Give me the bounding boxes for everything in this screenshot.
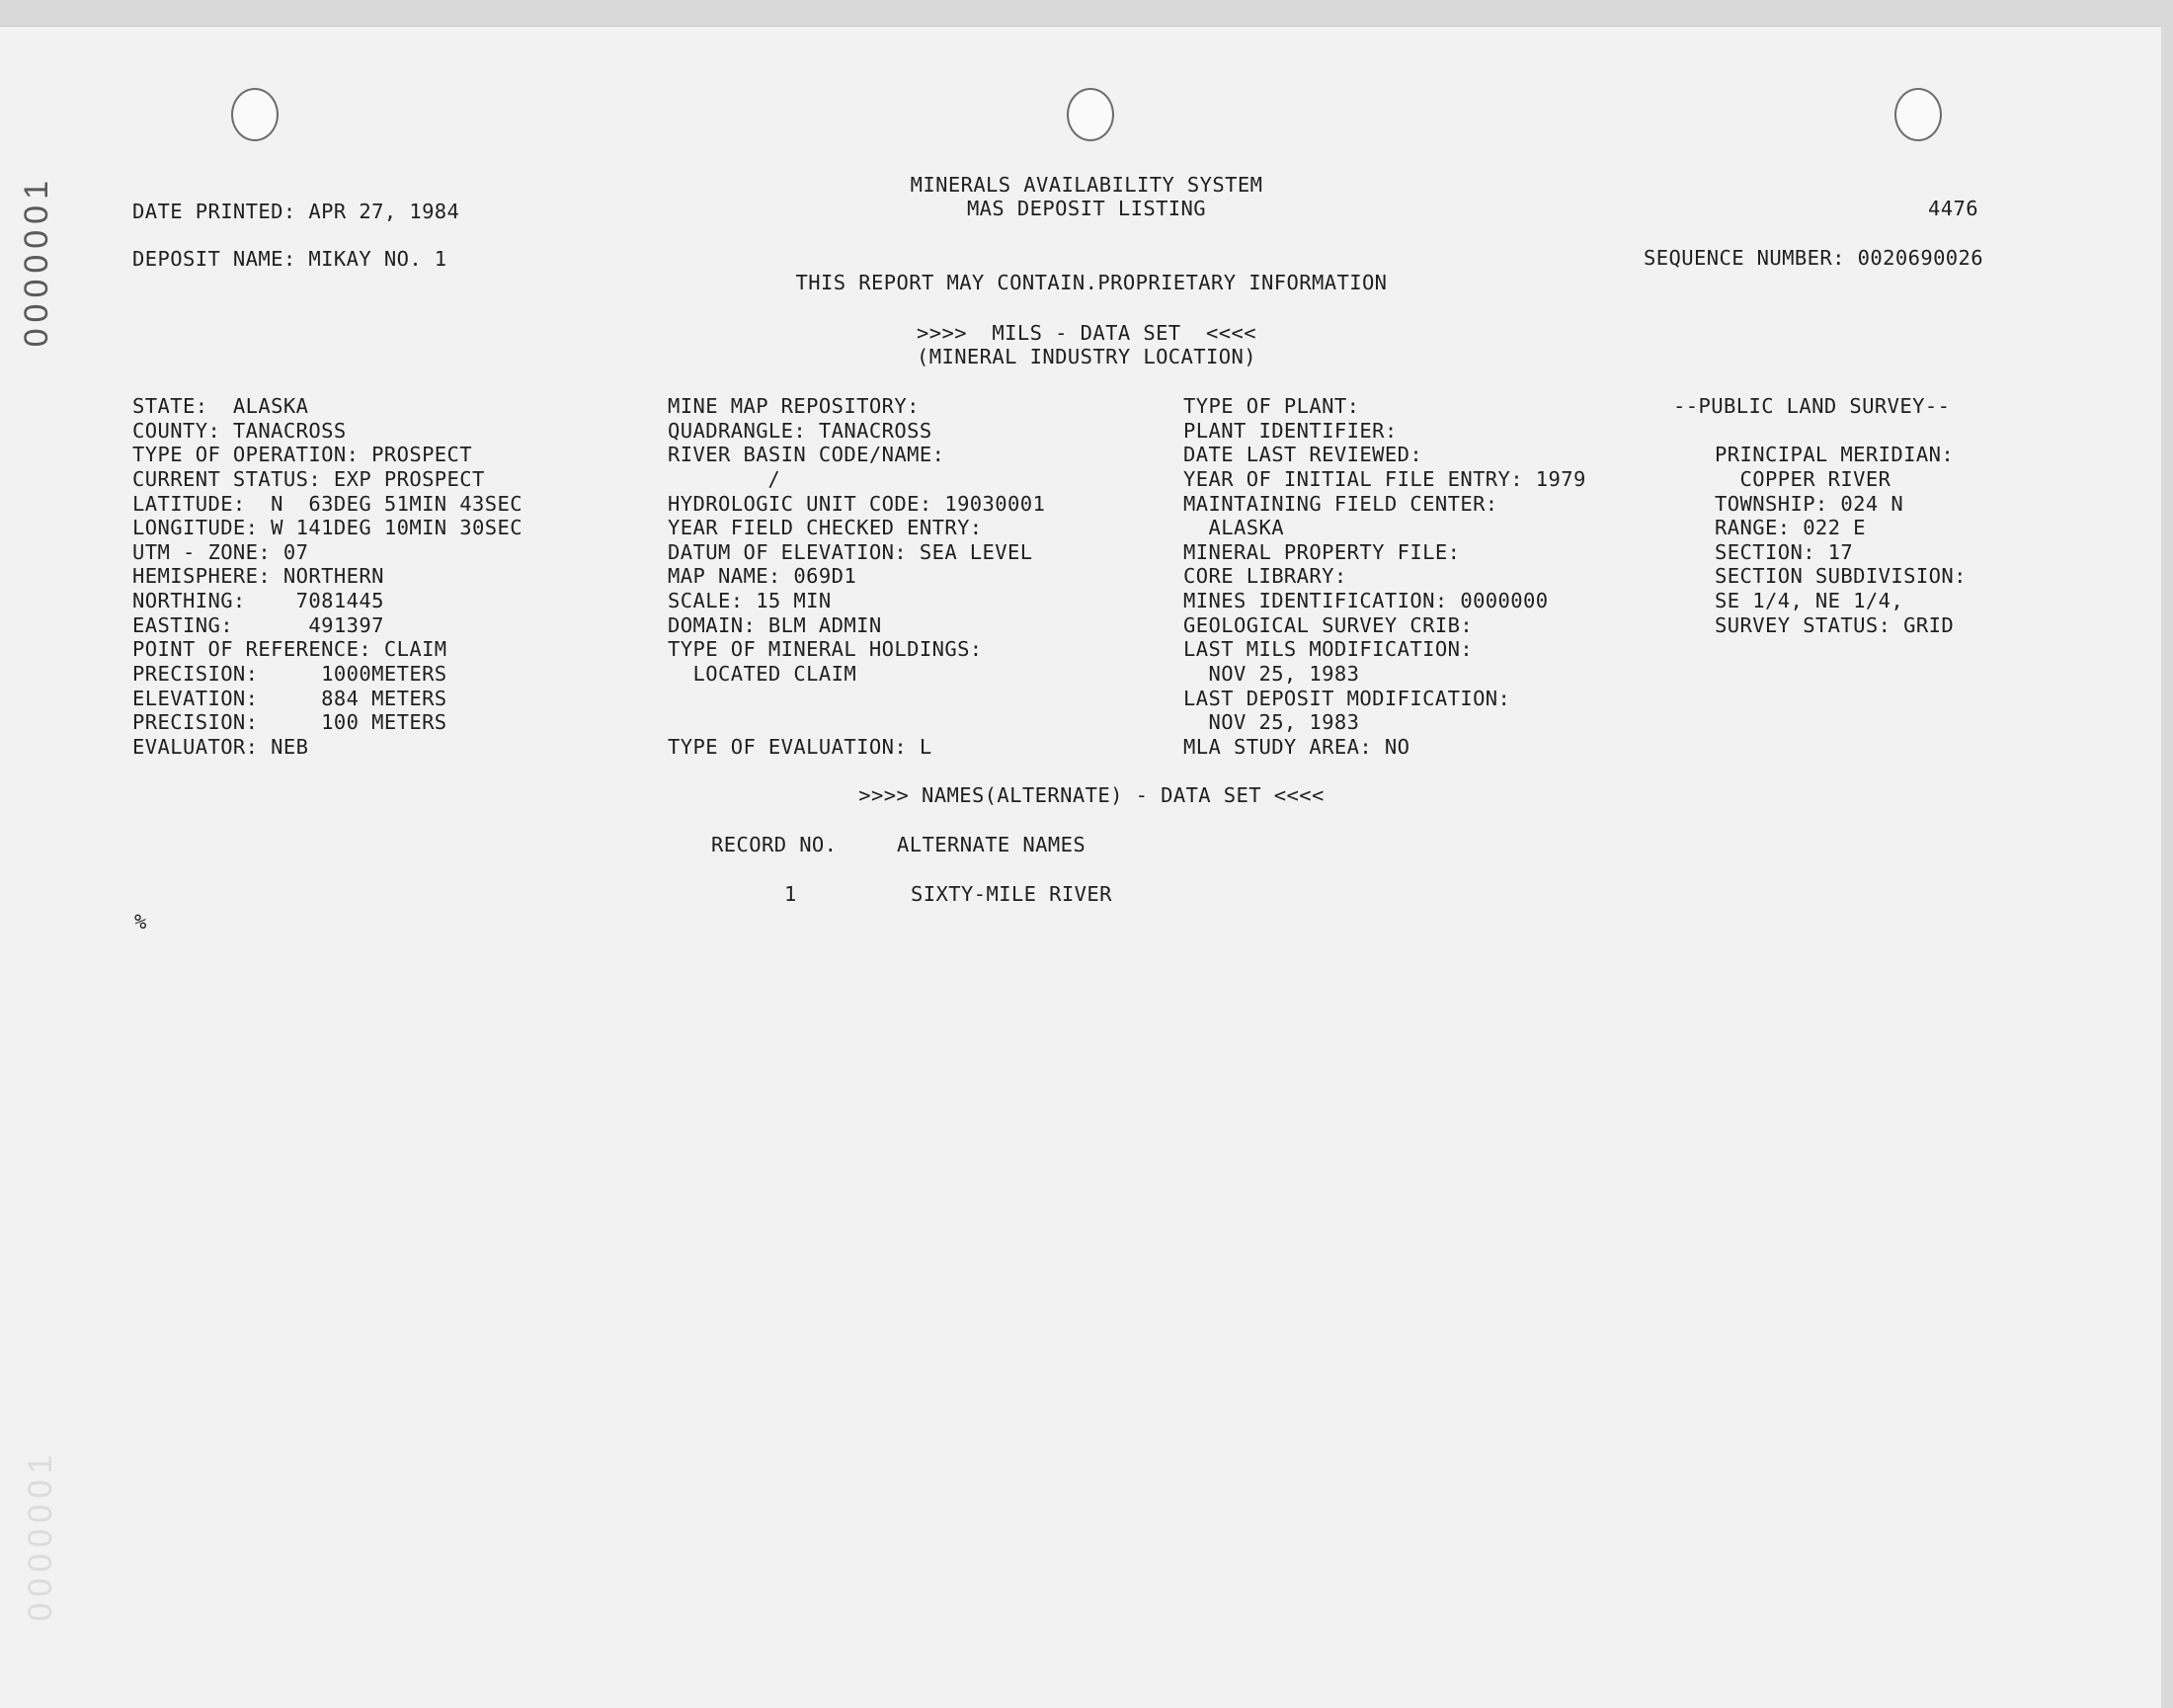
field-line: PLANT IDENTIFIER: <box>1183 419 1398 443</box>
field-line: CORE LIBRARY: <box>1183 564 1347 588</box>
listing-title: MAS DEPOSIT LISTING <box>966 197 1207 220</box>
field-line: ALASKA <box>1183 516 1284 539</box>
field-line: GEOLOGICAL SURVEY CRIB: <box>1183 613 1474 637</box>
punch-hole-left <box>231 88 279 141</box>
record-no-header: RECORD NO. <box>711 833 838 856</box>
system-title: MINERALS AVAILABILITY SYSTEM <box>910 173 1263 197</box>
field-line: NOV 25, 1983 <box>1183 710 1360 734</box>
field-line: PRECISION: 100 METERS <box>132 710 447 734</box>
deposit-name: DEPOSIT NAME: MIKAY NO. 1 <box>132 247 447 271</box>
field-line: LOCATED CLAIM <box>668 662 857 686</box>
dataset-title: >>>> MILS - DATA SET <<<< <box>916 321 1257 345</box>
field-line: DOMAIN: BLM ADMIN <box>668 613 882 637</box>
footer-mark: % <box>134 910 147 934</box>
field-line: RIVER BASIN CODE/NAME: <box>668 443 945 466</box>
field-line: QUADRANGLE: TANACROSS <box>668 419 932 443</box>
sequence-number: SEQUENCE NUMBER: 0020690026 <box>1644 246 1984 270</box>
names-dataset-title: >>>> NAMES(ALTERNATE) - DATA SET <<<< <box>858 783 1325 807</box>
field-line: LONGITUDE: W 141DEG 10MIN 30SEC <box>132 516 523 539</box>
field-line: TOWNSHIP: 024 N <box>1715 492 1904 516</box>
field-line: MINE MAP REPOSITORY: <box>668 394 920 418</box>
field-line: SE 1/4, NE 1/4, <box>1715 589 1904 612</box>
field-line: HEMISPHERE: NORTHERN <box>132 564 384 588</box>
field-line: EASTING: 491397 <box>132 613 384 637</box>
field-line: MAINTAINING FIELD CENTER: <box>1183 492 1498 516</box>
survey-heading: --PUBLIC LAND SURVEY-- <box>1673 394 1951 418</box>
field-line: SECTION SUBDIVISION: <box>1715 564 1967 588</box>
field-line: DATUM OF ELEVATION: SEA LEVEL <box>668 540 1033 564</box>
field-line: TYPE OF EVALUATION: L <box>668 735 932 759</box>
margin-frame-number: 0000001 <box>18 175 55 348</box>
field-line: LAST DEPOSIT MODIFICATION: <box>1183 687 1511 710</box>
field-line: LAST MILS MODIFICATION: <box>1183 637 1474 661</box>
field-line: STATE: ALASKA <box>132 394 309 418</box>
field-line: EVALUATOR: NEB <box>132 735 309 759</box>
field-line: SURVEY STATUS: GRID <box>1715 613 1955 637</box>
field-line: MAP NAME: 069D1 <box>668 564 857 588</box>
field-line: / <box>642 467 781 491</box>
record-number: 1 <box>784 882 797 906</box>
field-line: YEAR FIELD CHECKED ENTRY: <box>668 516 983 539</box>
field-line: SECTION: 17 <box>1715 540 1854 564</box>
page-number: 4476 <box>1928 197 1978 220</box>
punch-hole-center <box>1067 88 1114 141</box>
field-line: COPPER RIVER <box>1715 467 1891 491</box>
dataset-subtitle: (MINERAL INDUSTRY LOCATION) <box>916 345 1257 368</box>
field-line: NORTHING: 7081445 <box>132 589 384 612</box>
punch-hole-right <box>1894 88 1942 141</box>
field-line: UTM - ZONE: 07 <box>132 540 309 564</box>
field-line: LATITUDE: N 63DEG 51MIN 43SEC <box>132 492 523 516</box>
field-line: MINERAL PROPERTY FILE: <box>1183 540 1461 564</box>
field-line: YEAR OF INITIAL FILE ENTRY: 1979 <box>1183 467 1586 491</box>
field-line: PRECISION: 1000METERS <box>132 662 447 686</box>
field-line: HYDROLOGIC UNIT CODE: 19030001 <box>668 492 1046 516</box>
field-line: NOV 25, 1983 <box>1183 662 1360 686</box>
alternate-names-header: ALTERNATE NAMES <box>897 833 1086 856</box>
alternate-name: SIXTY-MILE RIVER <box>911 882 1112 906</box>
margin-frame-number-ghost: 0000001 <box>22 1449 59 1622</box>
field-line: POINT OF REFERENCE: CLAIM <box>132 637 447 661</box>
field-line: SCALE: 15 MIN <box>668 589 832 612</box>
field-line: RANGE: 022 E <box>1715 516 1866 539</box>
field-line: PRINCIPAL MERIDIAN: <box>1715 443 1955 466</box>
field-line: ELEVATION: 884 METERS <box>132 687 447 710</box>
proprietary-notice: THIS REPORT MAY CONTAIN.PROPRIETARY INFORMATION <box>795 271 1388 294</box>
report-page <box>0 26 2161 1708</box>
field-line: MLA STUDY AREA: NO <box>1183 735 1410 759</box>
field-line: DATE LAST REVIEWED: <box>1183 443 1423 466</box>
field-line: CURRENT STATUS: EXP PROSPECT <box>132 467 485 491</box>
field-line: MINES IDENTIFICATION: 0000000 <box>1183 589 1549 612</box>
field-line: TYPE OF OPERATION: PROSPECT <box>132 443 473 466</box>
date-printed: DATE PRINTED: APR 27, 1984 <box>132 200 460 223</box>
field-line: TYPE OF MINERAL HOLDINGS: <box>668 637 983 661</box>
field-line: TYPE OF PLANT: <box>1183 394 1360 418</box>
field-line: COUNTY: TANACROSS <box>132 419 347 443</box>
